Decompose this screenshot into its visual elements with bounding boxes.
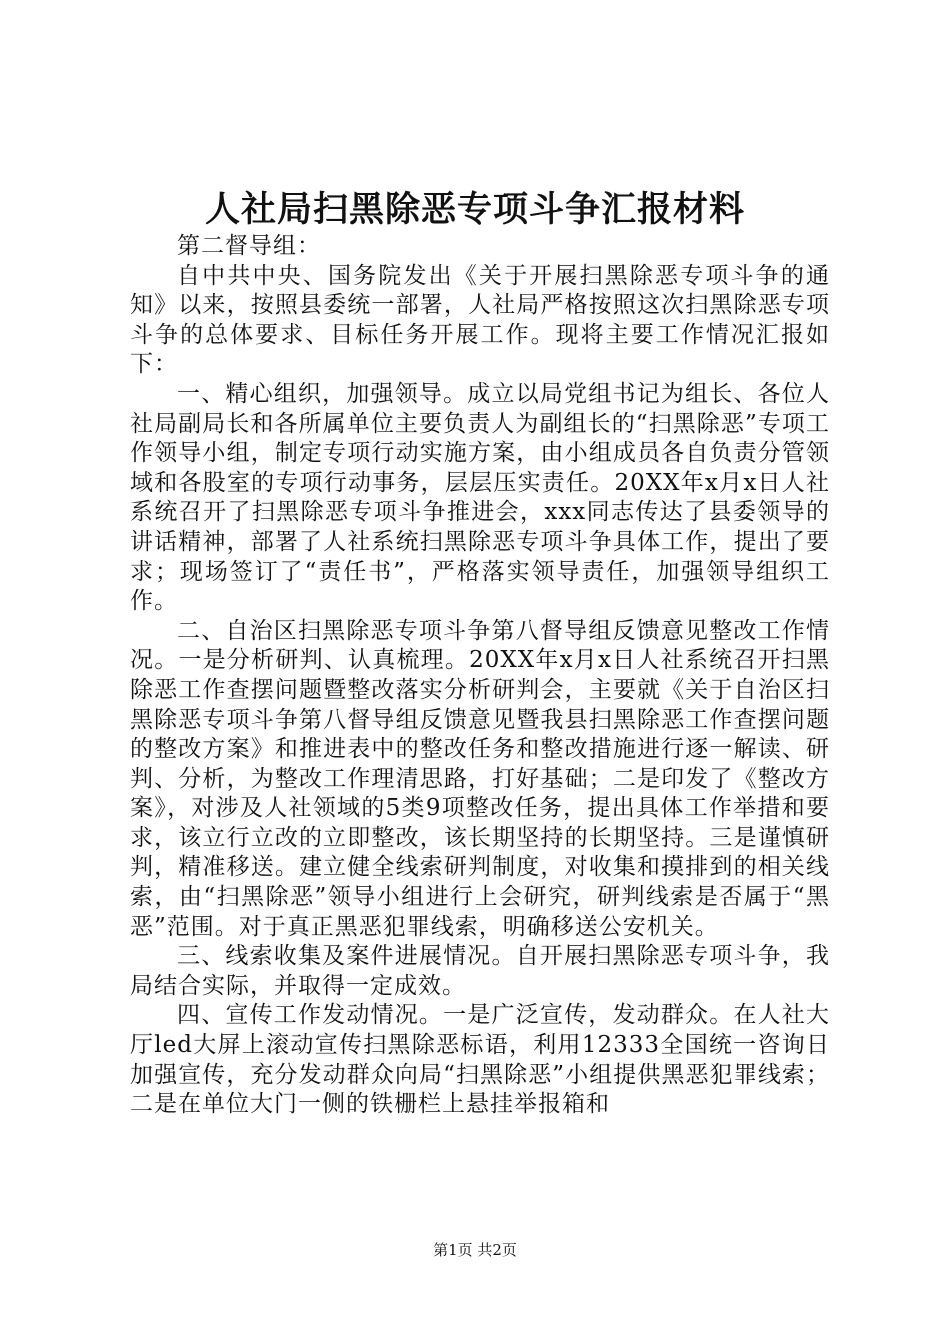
page-number-footer: 第1页 共2页 [433, 1241, 517, 1259]
document-title: 人社局扫黑除恶专项斗争汇报材料 [204, 189, 745, 230]
document-body [130, 232, 830, 1120]
paragraph-intro: 自中共中央、国务院发出《关于开展扫黑除恶专项斗争的通知》以来，按照县委统一部署，人社局严格按照这次扫黑除恶专项斗争的总体要求、目标任务开展工作。现将主要工作情况汇报如下： [130, 262, 830, 378]
paragraph-section-4: 四、宣传工作发动情况。一是广泛宣传，发动群众。在人社大厅led大屏上滚动宣传扫黑除恶标语，利用12333全国统一咨询日加强宣传，充分发动群众向局“扫黑除恶”小组提供黑恶犯罪线索；二是在单位大门一侧的铁栅栏上悬挂举报箱和 [130, 1002, 830, 1118]
paragraph-salutation: 第二督导组： [177, 233, 321, 259]
paragraph-section-1: 一、精心组织，加强领导。成立以局党组书记为组长、各位人社局副局长和各所属单位主要负责人为副组长的“扫黑除恶”专项工作领导小组，制定专项行动实施方案，由小组成员各自负责分管领域和各股室的专项行动事务，层层压实责任。20XX年x月x日人社系统召开了扫黑除恶专项斗争推进会，xxx同志传达了县委领导的讲话精神，部署了人社系统扫黑除恶专项斗争具体工作，提出了要求；现场签订了“责任书”，严格落实领导责任，加强领导组织工作。 [130, 380, 830, 615]
paragraph-section-3: 三、线索收集及案件进展情况。自开展扫黑除恶专项斗争，我局结合实际，并取得一定成效。 [130, 943, 830, 999]
paragraph-section-2: 二、自治区扫黑除恶专项斗争第八督导组反馈意见整改工作情况。一是分析研判、认真梳理。20XX年x月x日人社系统召开扫黑除恶工作查摆问题暨整改落实分析研判会，主要就《关于自治区扫黑除恶专项斗争第八督导组反馈意见暨我县扫黑除恶工作查摆问题的整改方案》和推进表中的整改任务和整改措施进行逐一解读、研判、分析，为整改工作理清思路，打好基础；二是印发了《整改方案》，对涉及人社领域的5类9项整改任务，提出具体工作举措和要求，该立行立改的立即整改，该长期坚持的长期坚持。三是谨慎研判，精准移送。建立健全线索研判制度，对收集和摸排到的相关线索，由“扫黑除恶”领导小组进行上会研究，研判线索是否属于“黑恶”范围。对于真正黑恶犯罪线索，明确移送公安机关。 [130, 617, 830, 940]
